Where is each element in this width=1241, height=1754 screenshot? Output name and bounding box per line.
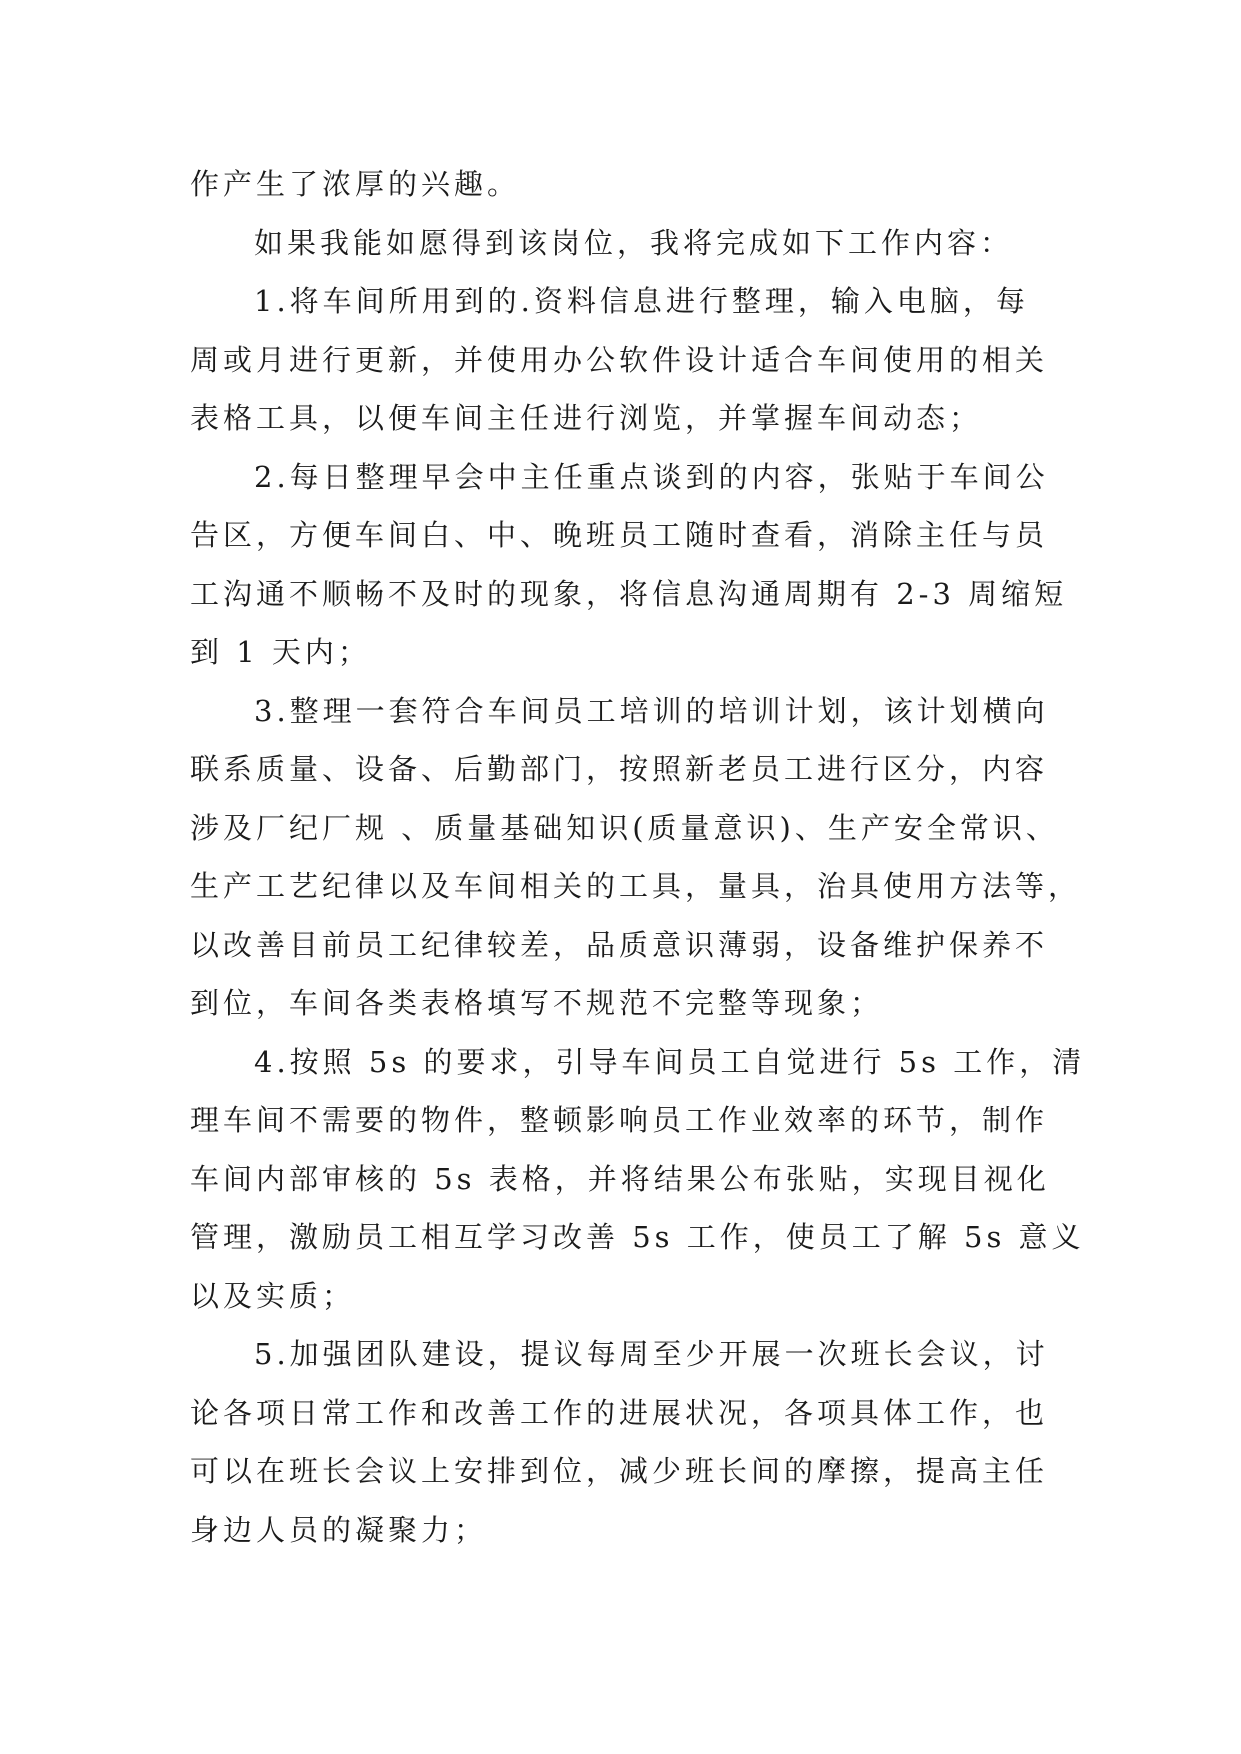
document-line: 3.整理一套符合车间员工培训的培训计划，该计划横向 (254, 693, 1049, 728)
document-line: 到 1 天内； (190, 635, 371, 669)
document-line: 表格工具，以便车间主任进行浏览，并掌握车间动态； (190, 401, 983, 435)
document-line: 如果我能如愿得到该岗位，我将完成如下工作内容： (254, 225, 1014, 260)
document-line: 联系质量、设备、后勤部门，按照新老员工进行区分，内容 (190, 752, 1049, 786)
document-line: 工沟通不顺畅不及时的现象，将信息沟通周期有 2-3 周缩短 (190, 576, 1068, 611)
document-line: 作产生了浓厚的兴趣。 (190, 167, 521, 201)
document-line: 生产工艺纪律以及车间相关的工具，量具，治具使用方法等， (190, 869, 1082, 903)
document-line: 4.按照 5s 的要求，引导车间员工自觉进行 5s 工作，清 (254, 1044, 1086, 1079)
document-line: 2.每日整理早会中主任重点谈到的内容，张贴于车间公 (254, 459, 1049, 494)
document-line: 车间内部审核的 5s 表格，并将结果公布张贴，实现目视化 (190, 1161, 1050, 1196)
document-line: 可以在班长会议上安排到位，减少班长间的摩擦，提高主任 (190, 1454, 1049, 1488)
document-line: 以及实质； (190, 1278, 356, 1313)
document-line: 5.加强团队建设，提议每周至少开展一次班长会议，讨 (254, 1337, 1049, 1371)
document-line: 到位，车间各类表格填写不规范不完整等现象； (190, 986, 884, 1020)
document-line: 1.将车间所用到的.资料信息进行整理，输入电脑，每 (254, 284, 1029, 318)
document-line: 以改善目前员工纪律较差，品质意识薄弱，设备维护保养不 (190, 927, 1049, 962)
document-body (190, 155, 1086, 1559)
document-line: 涉及厂纪厂规 、质量基础知识(质量意识)、生产安全常识、 (190, 810, 1059, 845)
document-line: 论各项日常工作和改善工作的进展状况，各项具体工作，也 (190, 1395, 1049, 1430)
document-line: 理车间不需要的物件，整顿影响员工作业效率的环节，制作 (190, 1103, 1049, 1137)
document-line: 告区，方便车间白、中、晚班员工随时查看，消除主任与员 (190, 518, 1049, 552)
document-line: 周或月进行更新，并使用办公软件设计适合车间使用的相关 (190, 342, 1049, 377)
document-line: 管理，激励员工相互学习改善 5s 工作，使员工了解 5s 意义 (190, 1220, 1085, 1254)
document-line: 身边人员的凝聚力； (190, 1512, 488, 1547)
